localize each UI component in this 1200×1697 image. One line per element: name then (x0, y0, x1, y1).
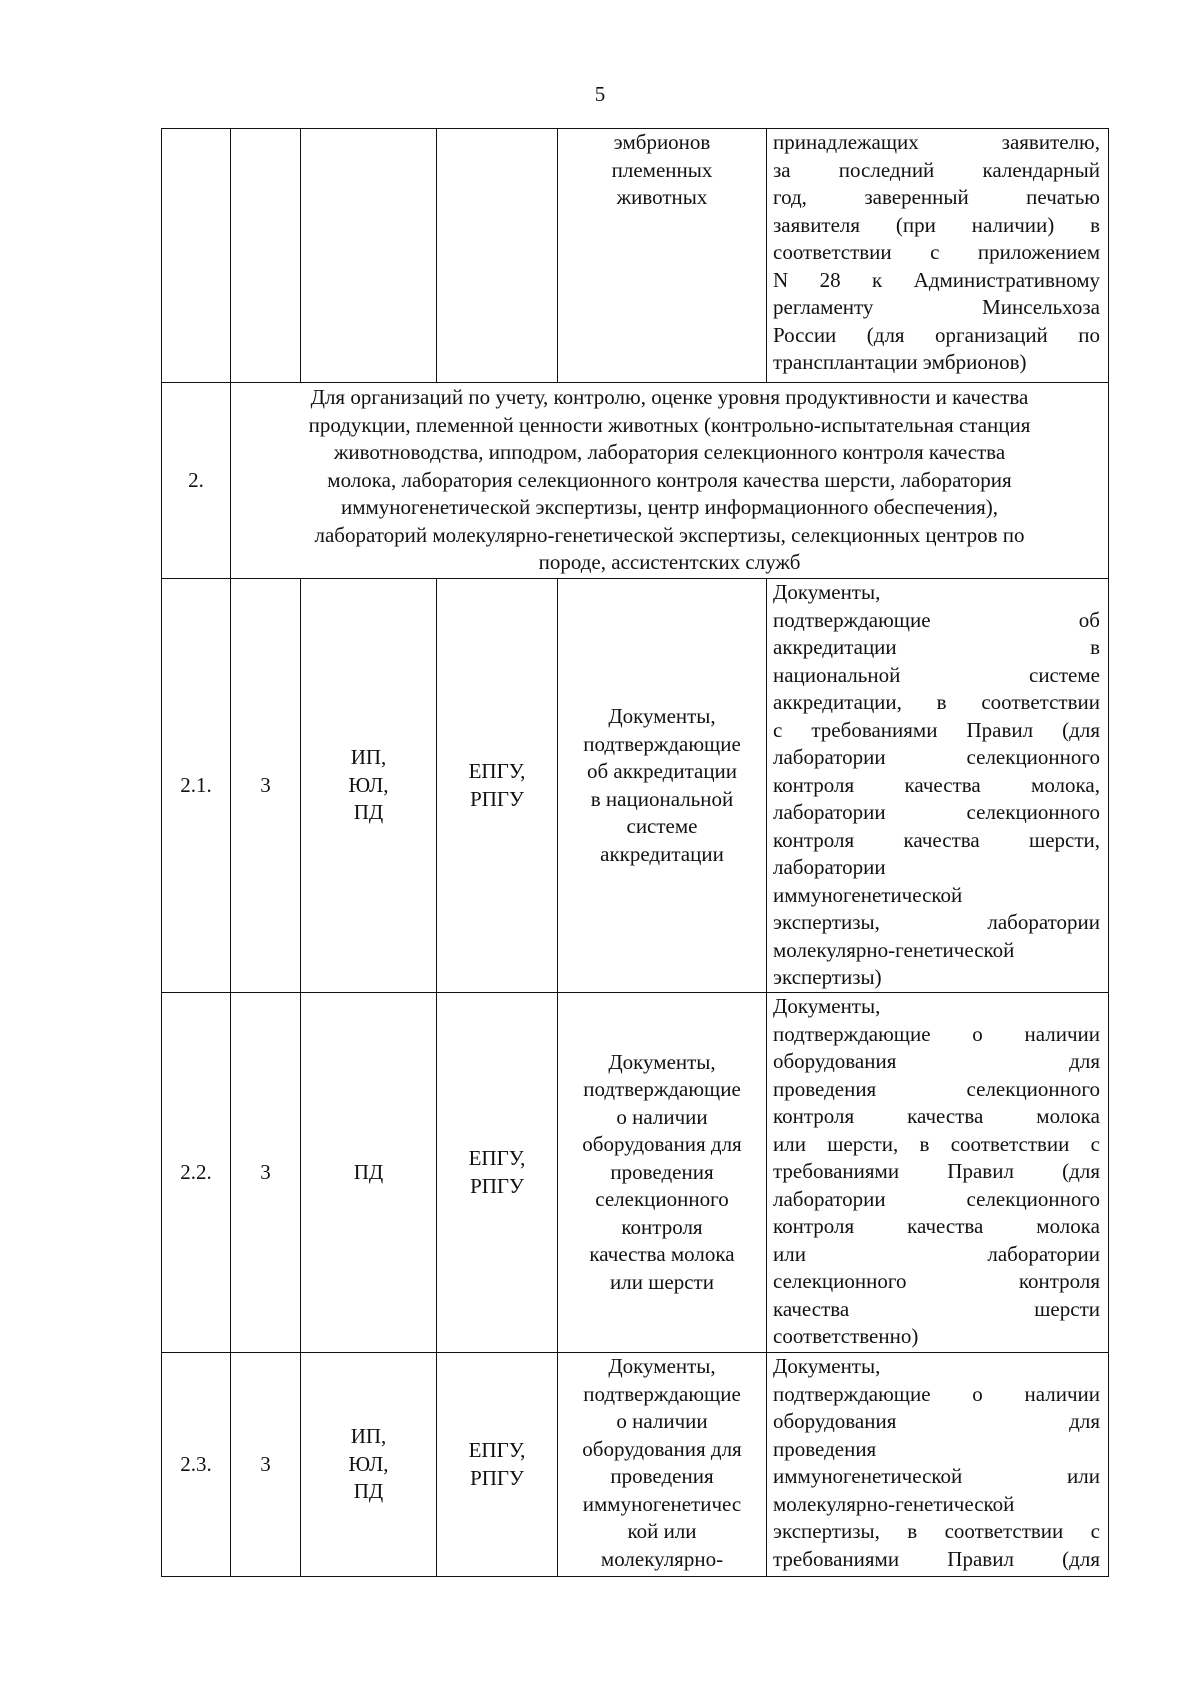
req-line: контроля качества молока (773, 1104, 1100, 1128)
row-applicants (301, 579, 437, 993)
req-line: иммуногенетической или (773, 1464, 1100, 1488)
section-title-line: Для организаций по учету, контролю, оценке уровня продуктивности и качества (310, 385, 1029, 410)
section-title-line: иммуногенетической экспертизы, центр информационного обеспечения), (340, 495, 999, 520)
row-requirements (767, 993, 1109, 1353)
row-channels (437, 993, 558, 1353)
cell-num (162, 129, 231, 383)
row-number: 2.3. (162, 1353, 231, 1577)
doc-line: молекулярно- (600, 1546, 724, 1571)
doc-line: проведения (610, 1464, 714, 1488)
req-line: проведения (773, 1436, 877, 1461)
req-line: Документы, (773, 1354, 881, 1378)
req-line: экспертизы, в соответствии с (773, 1519, 1100, 1543)
row-document (558, 1353, 767, 1577)
row-requirements (767, 579, 1109, 993)
row-count: 3 (231, 993, 301, 1353)
doc-line: подтверждающие (583, 1381, 741, 1406)
doc-line: Документы, (608, 704, 716, 728)
doc-line: животных (616, 185, 708, 209)
channel: ЕПГУ, (468, 1146, 526, 1170)
req-line: контроля качества молока, (773, 772, 1100, 797)
doc-line: качества молока (589, 1242, 735, 1267)
doc-line: системе (626, 814, 698, 838)
req-line: экспертизы, лаборатории (773, 910, 1100, 934)
row-document (558, 579, 767, 993)
doc-line: о наличии (616, 1409, 708, 1433)
req-line: соответственно) (773, 1324, 919, 1348)
section-title-line: породе, ассистентских служб (538, 550, 801, 575)
requirements-table (161, 128, 1109, 1577)
row-channels (437, 579, 558, 993)
row-count: 3 (231, 1353, 301, 1577)
req-line: год, заверенный печатью (773, 185, 1100, 209)
req-line: соответствии с приложением (773, 240, 1100, 264)
doc-line: контроля (621, 1214, 703, 1239)
req-line: проведения селекционного (773, 1076, 1100, 1101)
doc-line: подтверждающие (583, 731, 741, 756)
channel: РПГУ (470, 1173, 524, 1198)
doc-line: проведения (610, 1159, 714, 1184)
doc-line: селекционного (595, 1187, 729, 1212)
req-line: требованиями Правил (для (773, 1546, 1100, 1571)
section-title (231, 383, 1109, 579)
req-line: селекционного контроля (773, 1269, 1100, 1293)
req-line: N 28 к Административному (773, 267, 1100, 292)
applicant: ИП, (350, 1424, 387, 1449)
req-line: с требованиями Правил (для (773, 717, 1100, 742)
req-line: оборудования для (773, 1049, 1100, 1073)
req-line: иммуногенетической (773, 882, 963, 907)
channel: ЕПГУ, (468, 759, 526, 783)
cell-requirements (767, 129, 1109, 383)
doc-line: в национальной (590, 786, 734, 811)
req-line: трансплантации эмбрионов) (773, 350, 1027, 374)
cell-applicants (301, 129, 437, 383)
req-line: лаборатории селекционного (773, 800, 1100, 824)
req-line: Документы, (773, 580, 881, 604)
doc-line: аккредитации (600, 841, 724, 866)
req-line: аккредитации, в соответствии (773, 690, 1100, 714)
table-row (162, 1353, 1109, 1577)
req-line: качества шерсти (773, 1296, 1100, 1321)
doc-line: племенных (611, 157, 713, 182)
row-document (558, 993, 767, 1353)
channel: РПГУ (470, 786, 524, 811)
table-row-continuation (162, 129, 1109, 383)
doc-line: о наличии (616, 1104, 708, 1129)
cell-channels (437, 129, 558, 383)
table-row (162, 993, 1109, 1353)
row-count: 3 (231, 579, 301, 993)
section-title-line: животноводства, ипподром, лаборатория селекционного контроля качества (333, 440, 1006, 465)
req-line: регламенту Минсельхоза (773, 295, 1100, 319)
req-line: или лаборатории (773, 1241, 1100, 1266)
req-line: лаборатории (773, 855, 886, 879)
req-line: России (для организаций по (773, 322, 1100, 347)
doc-line: иммуногенетичес (582, 1491, 742, 1516)
applicant: ПД (353, 800, 384, 825)
req-line: экспертизы) (773, 965, 882, 989)
applicant: ЮЛ, (348, 772, 389, 797)
req-line: аккредитации в (773, 635, 1100, 659)
req-line: требованиями Правил (для (773, 1159, 1100, 1183)
cell-count (231, 129, 301, 383)
section-title-line: молока, лаборатория селекционного контроля качества шерсти, лаборатория (327, 467, 1012, 492)
row-number: 2.2. (162, 993, 231, 1353)
req-line: контроля качества молока (773, 1214, 1100, 1238)
applicant: ИП, (350, 745, 387, 770)
applicant: ПД (353, 1159, 384, 1184)
doc-line: оборудования для (582, 1436, 742, 1461)
req-line: подтверждающие о наличии (773, 1381, 1100, 1406)
channel: РПГУ (470, 1465, 524, 1490)
req-line: Документы, (773, 994, 881, 1018)
applicant: ПД (353, 1479, 384, 1504)
doc-line: или шерсти (610, 1269, 714, 1294)
section-title-line: лабораторий молекулярно-генетической экспертизы, селекционных центров по (314, 522, 1025, 547)
row-requirements (767, 1353, 1109, 1577)
req-line: или шерсти, в соответствии с (773, 1131, 1100, 1156)
row-applicants (301, 1353, 437, 1577)
doc-line: кой или (627, 1519, 697, 1543)
req-line: заявителя (при наличии) в (773, 212, 1100, 237)
doc-line: Документы, (608, 1049, 716, 1074)
req-line: принадлежащих заявителю, (773, 130, 1100, 154)
req-line: за последний календарный (773, 157, 1100, 182)
req-line: молекулярно-генетической (773, 1491, 1015, 1516)
req-line: контроля качества шерсти, (773, 827, 1100, 852)
row-number: 2.1. (162, 579, 231, 993)
section-row (162, 383, 1109, 579)
doc-line: эмбрионов (613, 130, 711, 154)
doc-line: Документы, (608, 1354, 716, 1378)
req-line: оборудования для (773, 1409, 1100, 1433)
applicant: ЮЛ, (348, 1451, 389, 1476)
table-row (162, 579, 1109, 993)
section-title-line: продукции, племенной ценности животных (контрольно-испытательная станция (308, 412, 1031, 437)
doc-line: подтверждающие (583, 1077, 741, 1102)
req-line: лаборатории селекционного (773, 1186, 1100, 1211)
channel: ЕПГУ, (468, 1438, 526, 1462)
req-line: национальной системе (773, 662, 1100, 687)
req-line: молекулярно-генетической (773, 937, 1015, 962)
row-channels (437, 1353, 558, 1577)
page-number: 5 (594, 82, 606, 106)
doc-line: об аккредитации (586, 759, 738, 783)
cell-document (558, 129, 767, 383)
section-number: 2. (162, 383, 231, 579)
req-line: подтверждающие об (773, 607, 1100, 632)
req-line: подтверждающие о наличии (773, 1021, 1100, 1046)
doc-line: оборудования для (582, 1132, 742, 1157)
req-line: лаборатории селекционного (773, 745, 1100, 769)
row-applicants (301, 993, 437, 1353)
